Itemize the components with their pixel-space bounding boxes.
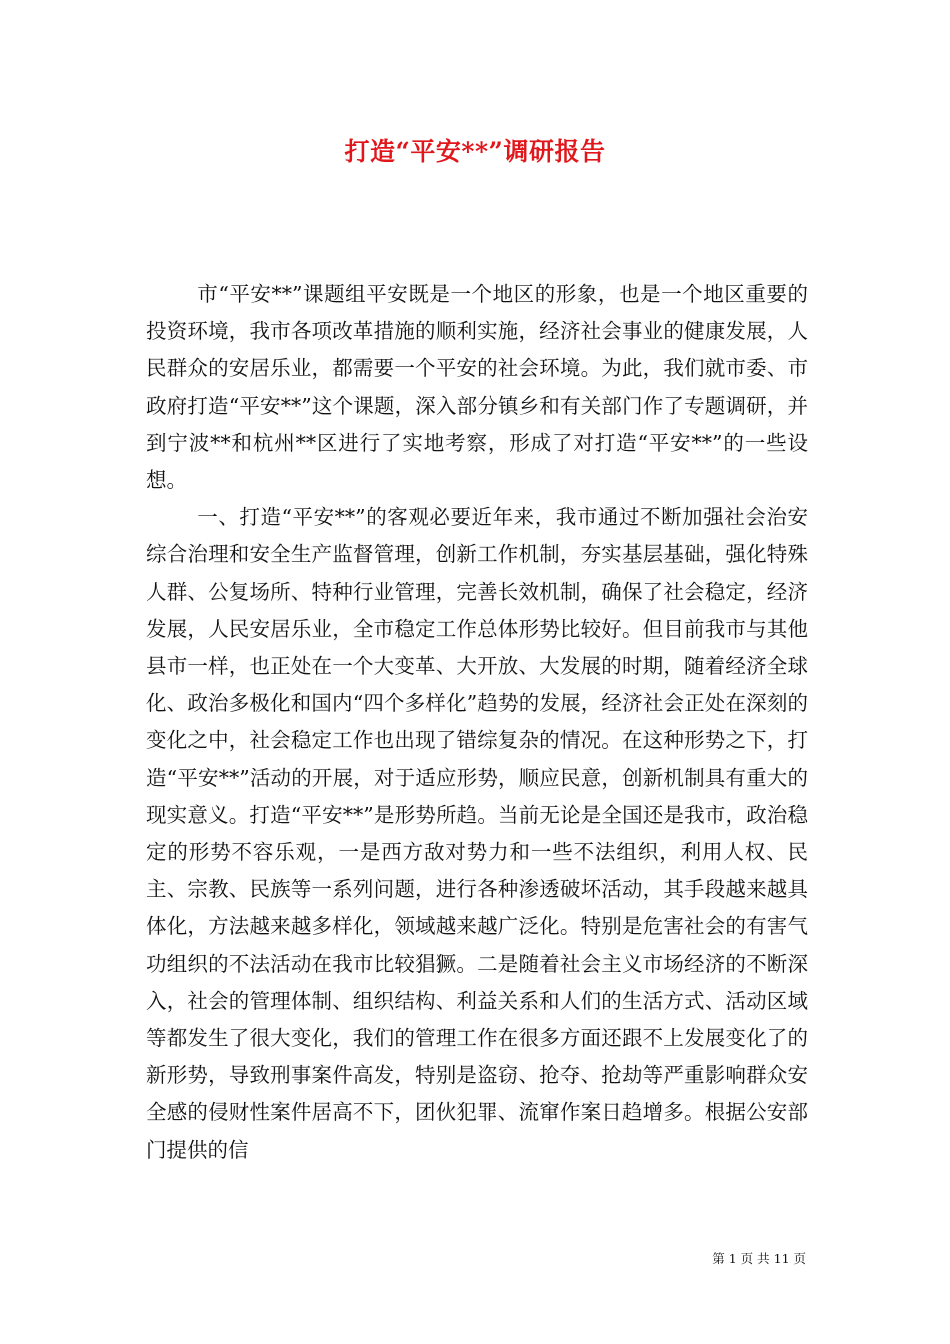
page-number: 第 1 页 共 11 页 xyxy=(712,1251,806,1266)
paragraph-section-one: 一、打造“平安**”的客观必要近年来，我市通过不断加强社会治安综合治理和安全生产监督管理，创新工作机制，夯实基层基础，强化特殊人群、公复场所、特种行业管理，完善长效机制，确保了社会稳定，经济发展，人民安居乐业，全市稳定工作总体形势比较好。但目前我市与其他县市一样，也正处在一个大变革、大开放、大发展的时期，随着经济全球化、政治多极化和国内“四个多样化”趋势的发展，经济社会正处在深刻的变化之中，社会稳定工作也出现了错综复杂的情况。在这种形势之下，打造“平安**”活动的开展，对于适应形势，顺应民意，创新机制具有重大的现实意义。打造“平安**”是形势所趋。当前无论是全国还是我市，政治稳定的形势不容乐观，一是西方敌对势力和一些不法组织，利用人权、民主、宗教、民族等一系列问题，进行各种渗透破坏活动，其手段越来越具体化，方法越来越多样化，领域越来越广泛化。特别是危害社会的有害气功组织的不法活动在我市比较猖獗。二是随着社会主义市场经济的不断深入，社会的管理体制、组织结构、利益关系和人们的生活方式、活动区域等都发生了很大变化，我们的管理工作在很多方面还跟不上发展变化了的新形势，导致刑事案件高发，特别是盗窃、抢夺、抢劫等严重影响群众安全感的侵财性案件居高不下，团伙犯罪、流窜作案日趋增多。根据公安部门提供的信 xyxy=(146,505,808,1162)
document-title: 打造“平安**”调研报告 xyxy=(344,137,606,166)
document-body xyxy=(146,276,808,1169)
paragraph-intro: 市“平安**”课题组平安既是一个地区的形象，也是一个地区重要的投资环境，我市各项改革措施的顺利实施，经济社会事业的健康发展，人民群众的安居乐业，都需要一个平安的社会环境。为此，我们就市委、市政府打造“平安**”这个课题，深入部分镇乡和有关部门作了专题调研，并到宁波**和杭州**区进行了实地考察，形成了对打造“平安**”的一些设想。 xyxy=(146,282,808,493)
